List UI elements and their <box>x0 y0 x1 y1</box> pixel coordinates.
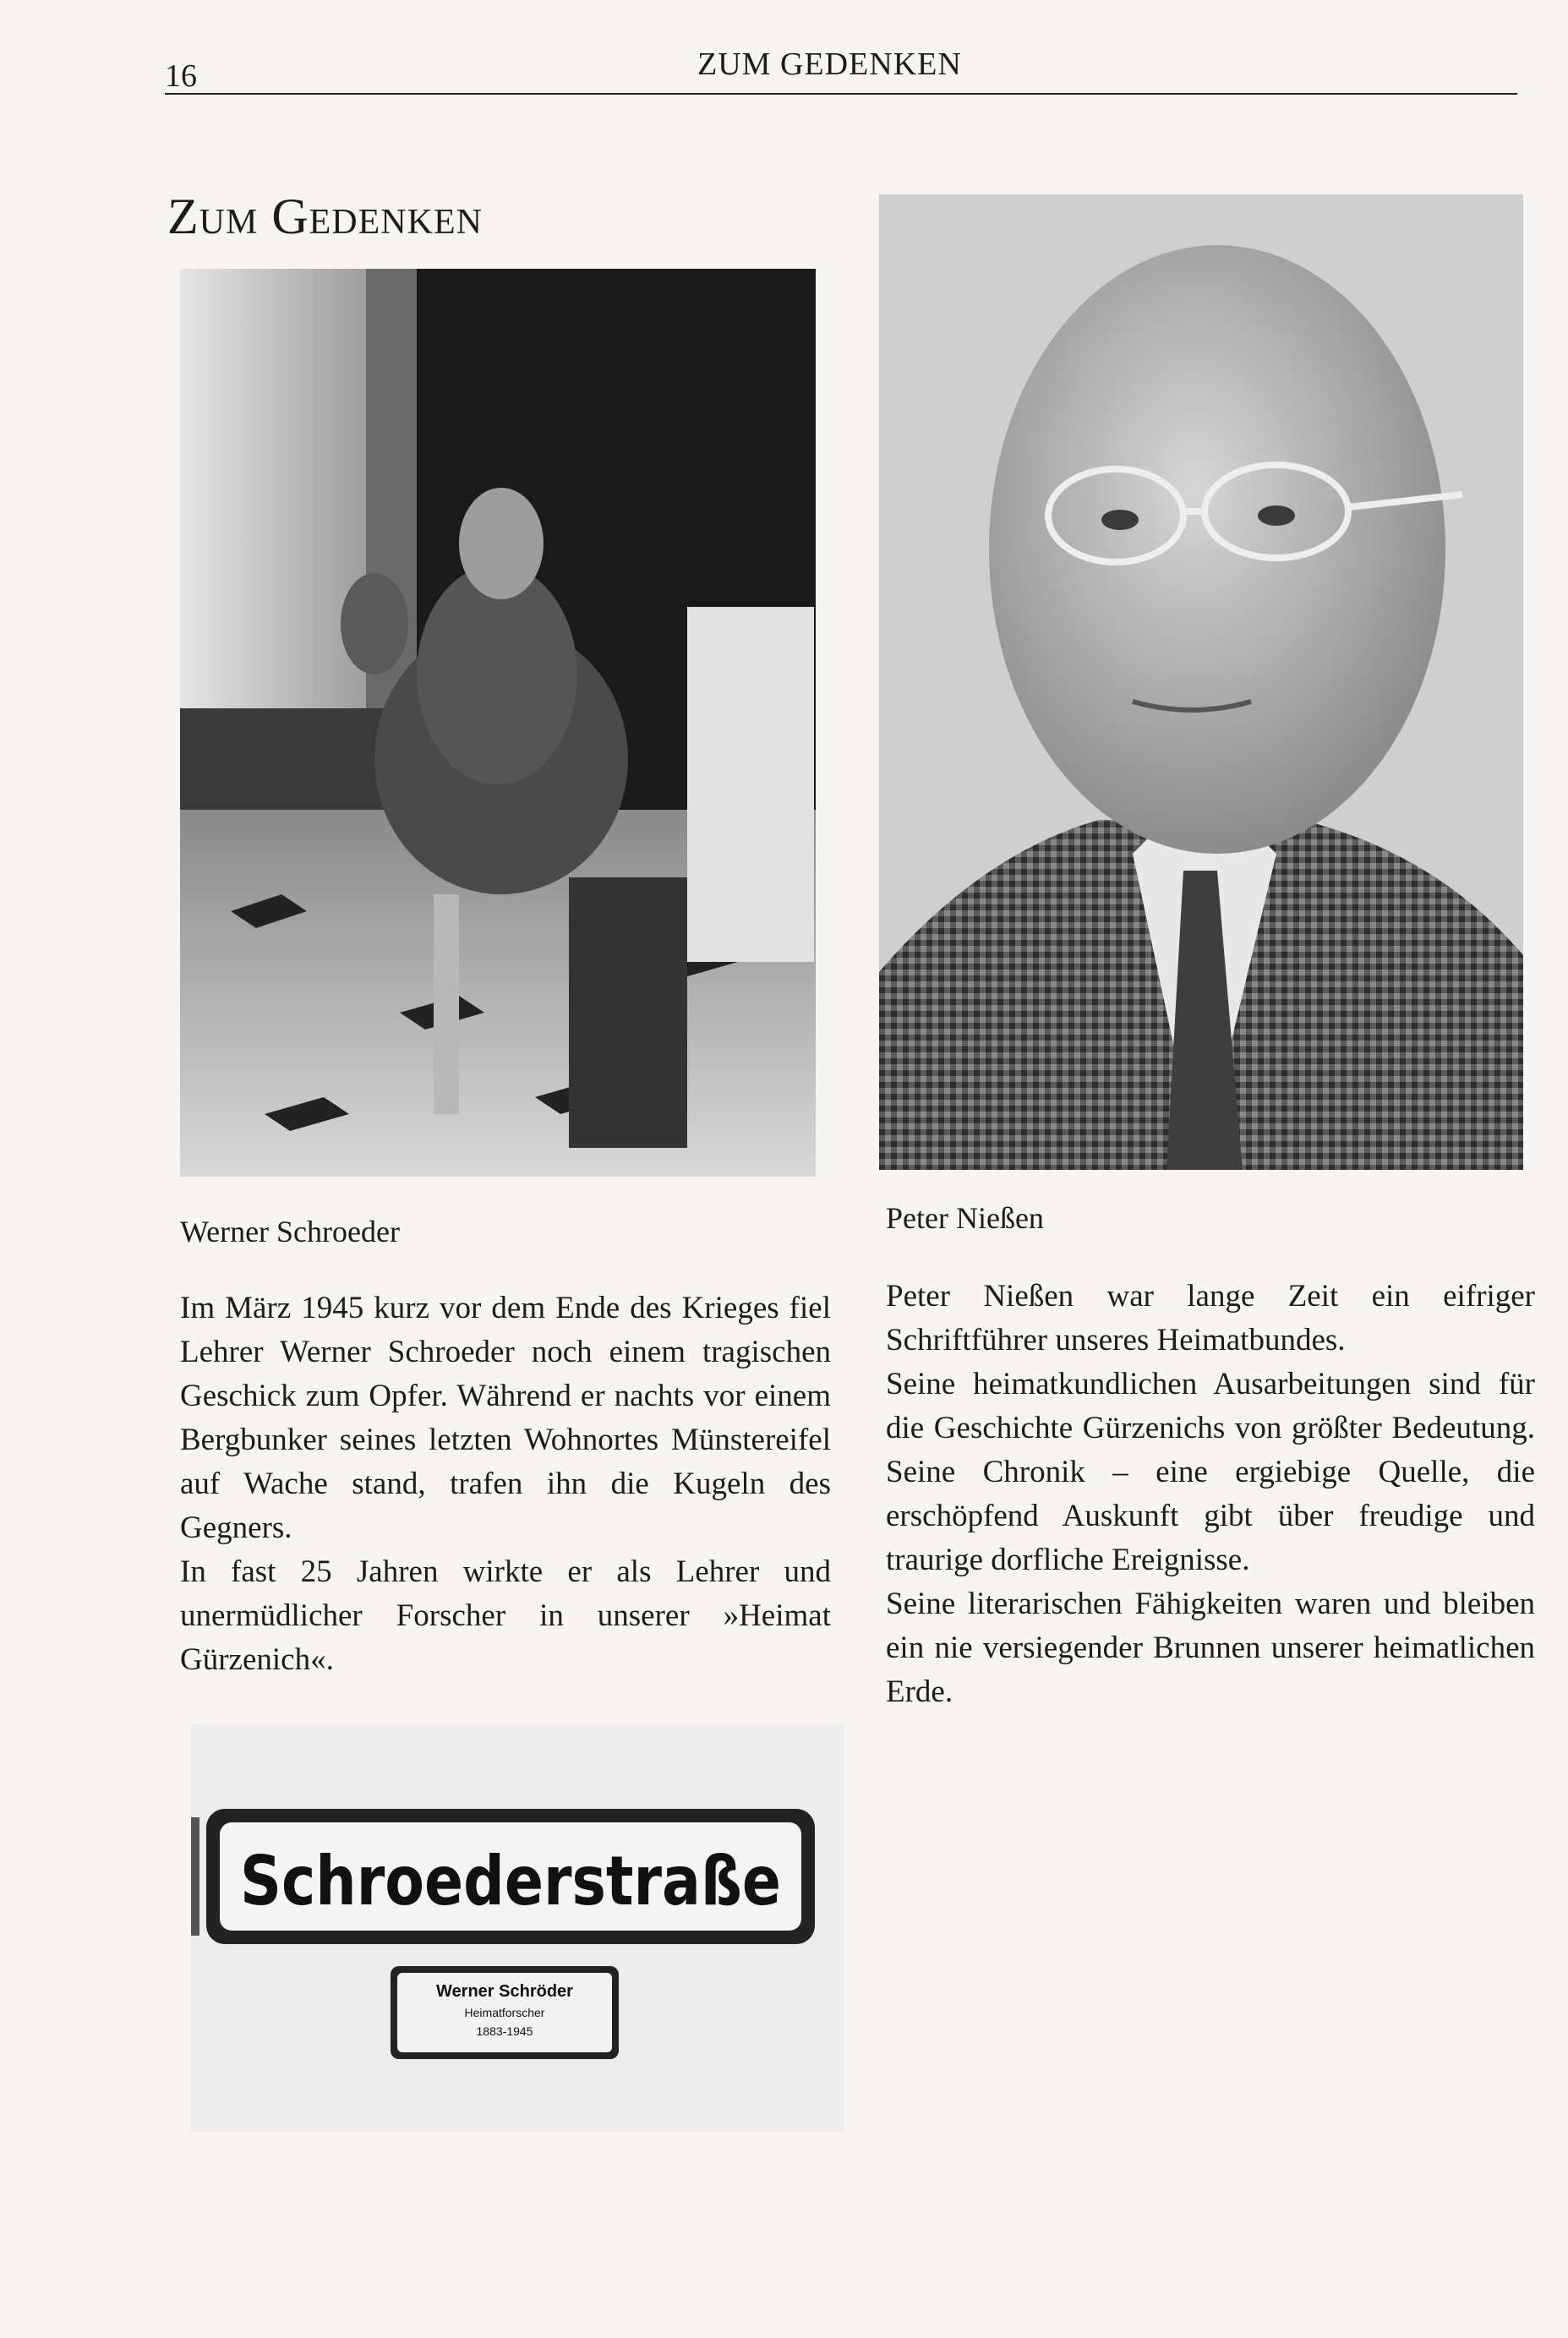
caption-peter-niessen: Peter Nießen <box>886 1201 1044 1235</box>
running-title: ZUM GEDENKEN <box>697 46 962 82</box>
plaque-line-2: Heimatforscher <box>464 2006 545 2019</box>
section-title: Zum Gedenken <box>167 188 483 244</box>
paragraph: Seine literarischen Fähigkeiten waren und bleiben ein nie versiegender Brunnen unserer heimatlichen Erde. <box>886 1587 1535 1709</box>
paragraph: Peter Nießen war lange Zeit ein eifriger Schriftführer unseres Heimatbundes. <box>886 1279 1535 1357</box>
plaque-line-3: 1883-1945 <box>476 2024 533 2038</box>
paragraph: Seine heimatkundlichen Ausarbeitungen sind für die Geschichte Gürzenichs von größter Bedeutung. Seine Chronik – eine ergiebige Quelle, die erschöpfend Auskunft gibt über freudige und traurige dorfliche Ereignisse. <box>886 1367 1535 1577</box>
plaque-line-1: Werner Schröder <box>436 1982 573 2001</box>
text-peter-niessen <box>886 1275 1535 1714</box>
photo-werner-schroeder <box>180 269 816 1177</box>
caption-werner-schroeder: Werner Schroeder <box>180 1215 400 1248</box>
photo-peter-niessen <box>879 194 1523 1170</box>
header-rule <box>165 93 1517 95</box>
page-number: 16 <box>165 58 197 94</box>
paragraph: In fast 25 Jahren wirkte er als Lehrer und unermüdlicher Forscher in unserer »Heimat Gürzenich«. <box>180 1554 831 1677</box>
street-sign-name: Schroederstraße <box>240 1842 781 1920</box>
text-werner-schroeder <box>180 1286 831 1682</box>
paragraph: Im März 1945 kurz vor dem Ende des Krieges fiel Lehrer Werner Schroeder noch einem tragischen Geschick zum Opfer. Während er nachts vor einem Bergbunker seines letzten Wohnortes Münstereifel auf Wache stand, trafen ihn die Kugeln des Gegners. <box>180 1291 831 1545</box>
photo-street-sign <box>191 1724 844 2132</box>
running-head <box>165 44 1517 98</box>
